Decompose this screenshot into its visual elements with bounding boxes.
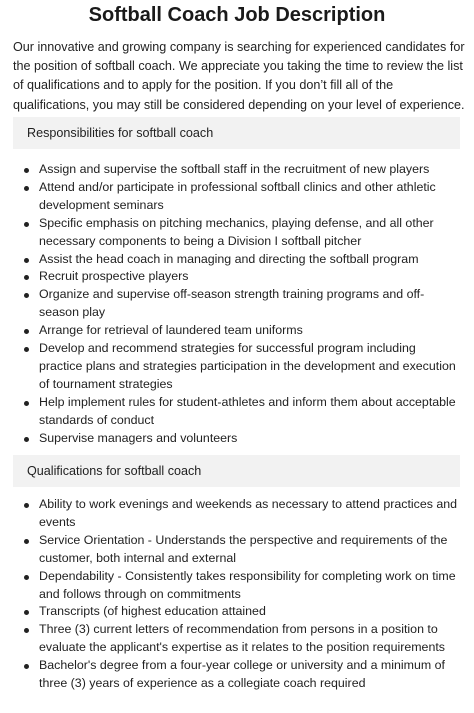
list-item: Three (3) current letters of recommendation from persons in a position to evaluate the applicant's expertise as it relates to the position requirements (22, 621, 462, 657)
responsibilities-list (22, 161, 462, 448)
list-item: Dependability - Consistently takes responsibility for completing work on time and follows through on commitments (22, 568, 462, 604)
bullet-icon (24, 437, 29, 442)
bullet-icon (24, 293, 29, 298)
list-item: Organize and supervise off-season strength training programs and off-season play (22, 286, 462, 322)
list-item: Specific emphasis on pitching mechanics, playing defense, and all other necessary components to being a Division I softball pitcher (22, 215, 462, 251)
list-item: Assign and supervise the softball staff in the recruitment of new players (22, 161, 462, 179)
bullet-icon (24, 539, 29, 544)
list-item: Assist the head coach in managing and directing the softball program (22, 251, 462, 269)
list-item: Transcripts (of highest education attained (22, 603, 462, 621)
list-item: Service Orientation - Understands the perspective and requirements of the customer, both internal and external (22, 532, 462, 568)
bullet-icon (24, 347, 29, 352)
section-heading-responsibilities: Responsibilities for softball coach (13, 117, 460, 149)
list-item: Arrange for retrieval of laundered team uniforms (22, 322, 462, 340)
bullet-icon (24, 664, 29, 669)
list-item: Attend and/or participate in professional softball clinics and other athletic development seminars (22, 179, 462, 215)
qualifications-list (22, 496, 462, 693)
bullet-icon (24, 503, 29, 508)
bullet-icon (24, 575, 29, 580)
list-item: Help implement rules for student-athletes and inform them about acceptable standards of conduct (22, 394, 462, 430)
bullet-icon (24, 222, 29, 227)
list-item: Recruit prospective players (22, 268, 462, 286)
bullet-icon (24, 275, 29, 280)
bullet-icon (24, 168, 29, 173)
list-item: Ability to work evenings and weekends as necessary to attend practices and events (22, 496, 462, 532)
bullet-icon (24, 329, 29, 334)
bullet-icon (24, 186, 29, 191)
list-item: Develop and recommend strategies for successful program including practice plans and strategies participation in the development and execution of tournament strategies (22, 340, 462, 394)
bullet-icon (24, 628, 29, 633)
list-item: Bachelor's degree from a four-year college or university and a minimum of three (3) years of experience as a collegiate coach required (22, 657, 462, 693)
list-item: Supervise managers and volunteers (22, 430, 462, 448)
section-heading-qualifications: Qualifications for softball coach (13, 455, 460, 487)
bullet-icon (24, 610, 29, 615)
bullet-icon (24, 258, 29, 263)
page-title: Softball Coach Job Description (88, 4, 386, 26)
intro-paragraph: Our innovative and growing company is searching for experienced candidates for the position of softball coach. We appreciate you taking the time to review the list of qualifications and to apply for the position. If you don’t fill all of the qualifications, you may still be considered depending on your level of experience. (13, 40, 465, 112)
bullet-icon (24, 401, 29, 406)
